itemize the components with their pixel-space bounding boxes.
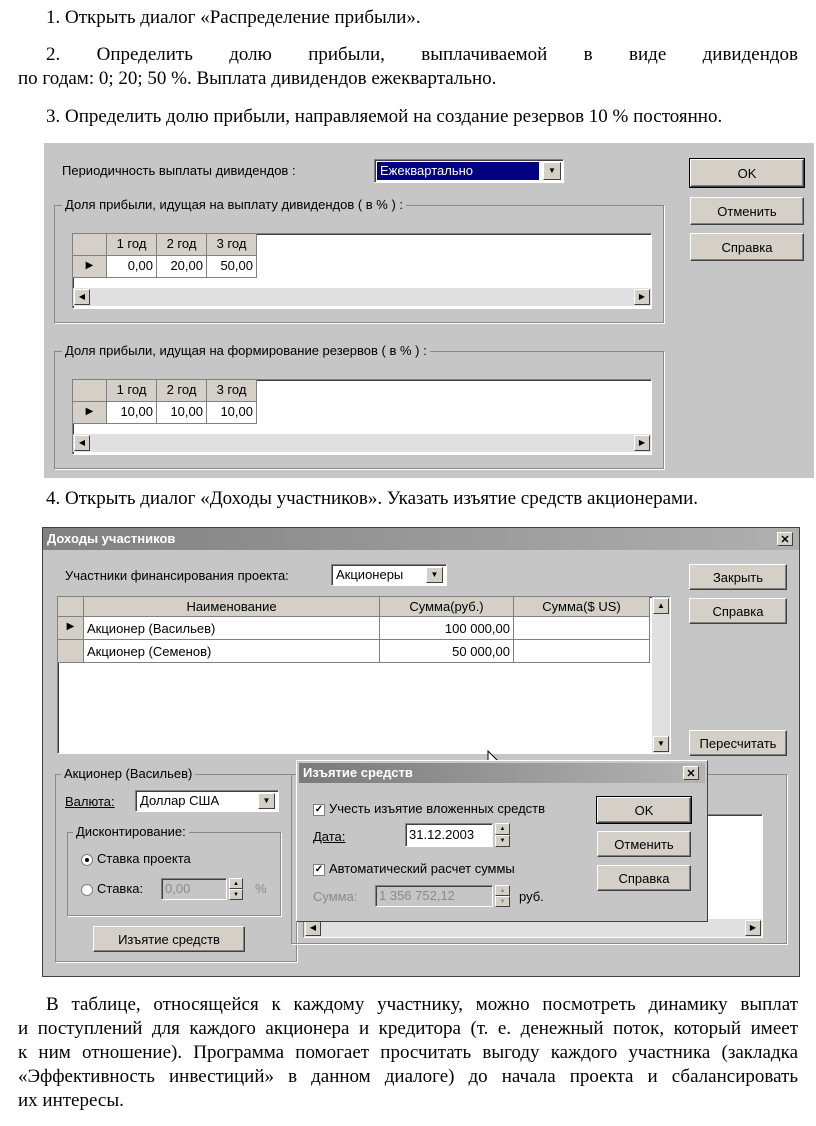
scroll-left-icon[interactable]: ◀ [74, 435, 90, 451]
scroll-left-icon[interactable]: ◀ [305, 920, 321, 936]
spin-down-icon[interactable]: ▼ [229, 889, 243, 900]
col-sum-usd: Сумма($ US) [514, 597, 650, 617]
sum-value: 1 356 752,12 [379, 888, 455, 903]
paragraph-line-1: В таблице, относящейся к каждому участнику, можно посмотреть динамику выплат [46, 994, 798, 1015]
vertical-scrollbar[interactable] [652, 597, 670, 753]
periodicity-label: Периодичность выплаты дивидендов : [62, 163, 296, 178]
horizontal-scrollbar[interactable] [73, 434, 651, 452]
profit-distribution-dialog [44, 143, 814, 478]
cancel-button[interactable]: Отменить [690, 197, 804, 225]
table-row-usd[interactable] [514, 617, 650, 640]
spin-up-icon[interactable]: ▲ [229, 878, 243, 889]
project-rate-radio[interactable] [81, 854, 93, 866]
ok-button[interactable]: OK [597, 797, 691, 823]
col-year-1: 1 год [107, 380, 157, 402]
scroll-right-icon[interactable]: ▶ [745, 920, 761, 936]
sum-label: Сумма: [313, 889, 358, 904]
withdrawal-dialog-titlebar: Изъятие средств [299, 763, 705, 783]
discounting-group [67, 832, 281, 916]
step-2-text-line2: по годам: 0; 20; 50 %. Выплата дивидендов ежеквартально. [18, 68, 497, 89]
res-year-3-cell[interactable]: 10,00 [207, 402, 257, 424]
close-icon[interactable]: ✕ [683, 766, 699, 780]
scroll-left-icon[interactable]: ◀ [74, 289, 90, 305]
date-input[interactable] [405, 823, 493, 847]
currency-select[interactable] [135, 790, 279, 812]
reserves-group-label: Доля прибыли, идущая на формирование резервов ( в % ) : [62, 343, 430, 358]
res-year-2-cell[interactable]: 10,00 [157, 402, 207, 424]
row-indicator-icon: ▶ [58, 617, 84, 640]
step-4-text: 4. Открыть диалог «Доходы участников». Указать изъятие средств акционерами. [46, 488, 699, 509]
percent-label: % [255, 881, 267, 896]
custom-rate-label: Ставка: [97, 881, 144, 896]
reserves-table[interactable] [72, 379, 652, 455]
help-button[interactable]: Справка [689, 598, 787, 624]
participant-group-label: Акционер (Васильев) [61, 766, 195, 781]
auto-calc-checkbox[interactable]: ✓ [314, 864, 324, 875]
participants-select[interactable] [331, 564, 447, 586]
spin-down-icon[interactable]: ▼ [495, 835, 510, 847]
chevron-down-icon[interactable]: ▼ [258, 793, 275, 809]
step-1-text: 1. Открыть диалог «Распределение прибыли». [46, 7, 421, 28]
account-withdrawal-checkbox[interactable]: ✓ [314, 804, 324, 815]
participants-value: Акционеры [336, 567, 404, 582]
participants-table[interactable] [57, 596, 671, 754]
recalculate-button[interactable]: Пересчитать [689, 730, 787, 756]
table-row-rub[interactable]: 50 000,00 [380, 640, 514, 663]
spin-up-icon[interactable]: ▲ [495, 885, 510, 896]
paragraph-line-4: «Эффективность инвестиций» в данном диалоге) до начала проекта и сбалансировать [18, 1066, 798, 1087]
div-year-3-cell[interactable]: 50,00 [207, 256, 257, 278]
scroll-down-icon[interactable]: ▼ [653, 736, 669, 752]
close-button[interactable]: Закрыть [689, 564, 787, 590]
help-button[interactable]: Справка [690, 233, 804, 261]
dividends-table[interactable] [72, 233, 652, 309]
currency-unit-label: руб. [519, 889, 544, 904]
table-row-rub[interactable]: 100 000,00 [380, 617, 514, 640]
scroll-right-icon[interactable]: ▶ [634, 435, 650, 451]
spin-up-icon[interactable]: ▲ [495, 823, 510, 835]
help-button[interactable]: Справка [597, 865, 691, 891]
date-value: 31.12.2003 [409, 827, 475, 842]
custom-rate-radio[interactable] [81, 884, 93, 896]
step-3-text: 3. Определить долю прибыли, направляемой на создание резервов 10 % постоянно. [46, 106, 723, 127]
chevron-down-icon[interactable]: ▼ [543, 162, 561, 180]
withdraw-funds-button[interactable]: Изъятие средств [93, 926, 245, 952]
table-row-name[interactable]: Акционер (Васильев) [84, 617, 380, 640]
sum-input[interactable] [375, 885, 493, 907]
ok-button[interactable]: OK [690, 159, 804, 187]
close-icon[interactable]: ✕ [777, 532, 793, 546]
table-row-name[interactable]: Акционер (Семенов) [84, 640, 380, 663]
scroll-right-icon[interactable]: ▶ [634, 289, 650, 305]
div-year-1-cell[interactable]: 0,00 [107, 256, 157, 278]
scroll-up-icon[interactable]: ▲ [653, 598, 669, 614]
withdrawal-dialog [296, 760, 708, 922]
rate-input[interactable] [161, 878, 227, 900]
dividends-group-label: Доля прибыли, идущая на выплату дивидендов ( в % ) : [62, 197, 406, 212]
col-year-2: 2 год [157, 234, 207, 256]
col-year-2: 2 год [157, 380, 207, 402]
account-withdrawal-label: Учесть изъятие вложенных средств [329, 801, 546, 816]
paragraph-line-2: и поступлений для каждого акционера и кредитора (т. е. денежный поток, который имеет [18, 1018, 798, 1039]
col-sum-rub: Сумма(руб.) [380, 597, 514, 617]
discounting-label: Дисконтирование: [73, 824, 189, 839]
periodicity-value: Ежеквартально [377, 162, 539, 180]
chevron-down-icon[interactable]: ▼ [426, 567, 443, 583]
periodicity-select[interactable] [374, 159, 564, 183]
rate-value: 0,00 [165, 881, 191, 896]
currency-label: Валюта: [65, 794, 115, 809]
col-year-1: 1 год [107, 234, 157, 256]
project-rate-label: Ставка проекта [97, 851, 191, 866]
participants-label: Участники финансирования проекта: [65, 568, 289, 583]
spin-down-icon[interactable]: ▼ [495, 896, 510, 907]
col-year-3: 3 год [207, 380, 257, 402]
date-label: Дата: [313, 829, 346, 844]
col-year-3: 3 год [207, 234, 257, 256]
auto-calc-label: Автоматический расчет суммы [329, 861, 515, 876]
horizontal-scrollbar[interactable] [73, 288, 651, 306]
div-year-2-cell[interactable]: 20,00 [157, 256, 207, 278]
participants-dialog-titlebar: Доходы участников [43, 528, 799, 550]
col-name: Наименование [84, 597, 380, 617]
table-row-usd[interactable] [514, 640, 650, 663]
row-indicator-icon: ▶ [73, 256, 107, 278]
paragraph-line-5: их интересы. [18, 1090, 124, 1111]
paragraph-line-3: к ним отношение). Программа помогает просчитать выгоду каждого участника (закладка [18, 1042, 798, 1063]
row-indicator-icon: ▶ [73, 402, 107, 424]
cancel-button[interactable]: Отменить [597, 831, 691, 857]
step-2-text-line1: 2. Определить долю прибыли, выплачиваемой в виде дивидендов [46, 44, 798, 65]
currency-value: Доллар США [140, 793, 220, 808]
res-year-1-cell[interactable]: 10,00 [107, 402, 157, 424]
